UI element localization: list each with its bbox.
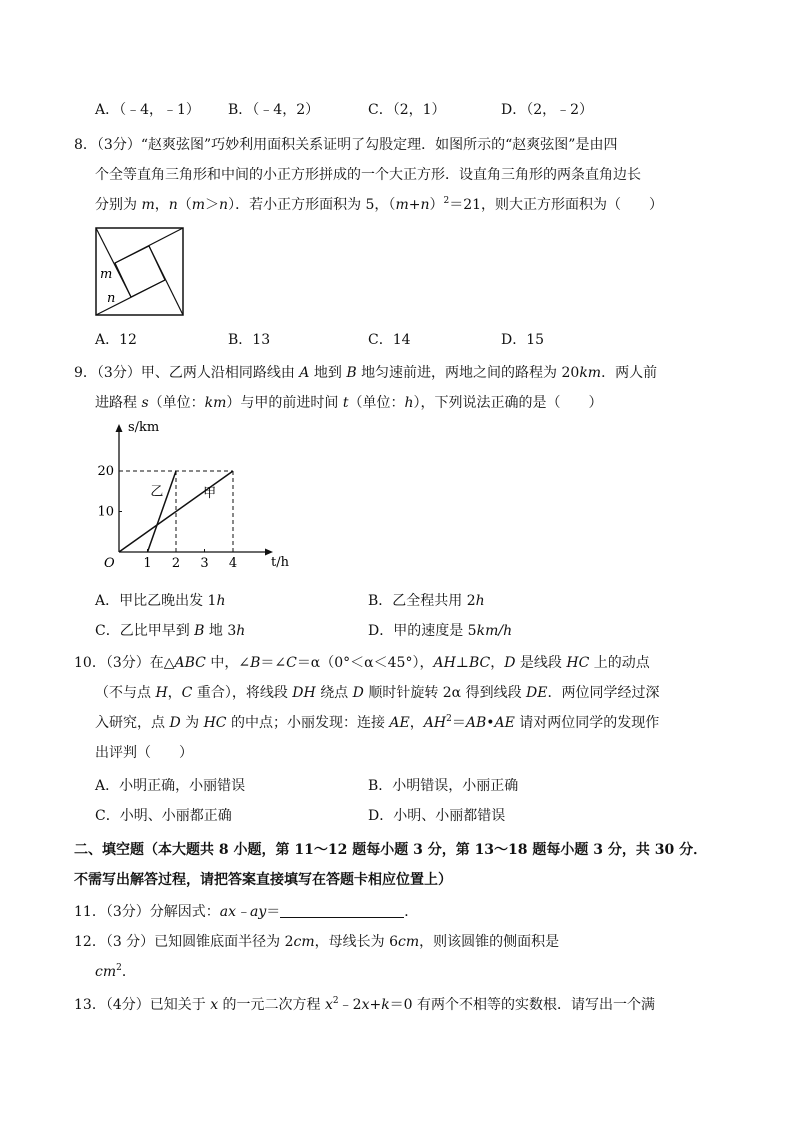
x-axis-label: t/h — [271, 555, 289, 570]
origin-label: O — [104, 556, 115, 571]
distance-time-chart — [95, 418, 295, 576]
x-tick-label-4: 4 — [228, 556, 238, 571]
q11-line: 11．（3分）分解因式：ax﹣ay＝ ． — [74, 904, 419, 920]
series-line-jia — [119, 471, 233, 552]
q13-line-1: 13．（4分）已知关于 x 的一元二次方程 $x^2﹣2x+k=0$ 有两个不相等的实数根．请写出一个满 — [74, 996, 656, 1013]
y-axis-arrow — [116, 424, 123, 432]
q10-line-2: （不与点 H，C 重合），将线段 DH 绕点 D 顺时针旋转 2α 得到线段 DE．两位同学经过深 — [95, 685, 660, 701]
x-tick-label-3: 3 — [200, 556, 209, 571]
q12-line-1: 12．（3 分）已知圆锥底面半径为 2cm，母线长为 6cm，则该圆锥的侧面积是 — [74, 934, 560, 950]
y-tick-label-20: 20 — [97, 464, 114, 479]
q8-option-a: A．12 — [95, 332, 137, 348]
q8-option-c: C．14 — [368, 332, 411, 348]
series-label-jia: 甲 — [203, 485, 217, 501]
q7-option-b: B．（﹣4，2） — [228, 102, 320, 118]
q8-line-3: 分别为 m，n（m＞n）．若小正方形面积为 5，$(m+n)^2=21$，则大正方形面积为（ ） — [95, 196, 664, 213]
q8-option-d: D．15 — [501, 332, 545, 348]
q10-line-4: 出评判（ ） — [95, 745, 193, 761]
x-tick-label-1: 1 — [143, 556, 152, 571]
figure-label-m: m — [100, 267, 113, 282]
q7-option-d: D．（2，﹣2） — [501, 102, 594, 118]
series-line-yi — [148, 471, 177, 552]
y-tick-label-10: 10 — [97, 504, 114, 520]
q12-line-2: $cm^2$． — [95, 963, 136, 980]
triangle-edge-4 — [149, 246, 183, 315]
section-2-heading: 二、填空题（本大题共 8 小题，第 11～12 题每小题 3 分，第 13～18 题每小题 3 分，共 30 分． — [74, 842, 708, 858]
triangle-edge-3 — [115, 228, 183, 263]
triangle-edge-2 — [96, 228, 131, 297]
q9-option-d: D．甲的速度是 5km/h — [368, 623, 513, 639]
q10-option-c: C．小明、小丽都正确 — [95, 808, 232, 824]
q10-line-1: 10．（3分）在△ABC 中，∠B＝∠C＝α（0°＜α＜45°），AH⊥BC，D 是线段 HC 上的动点 — [74, 655, 650, 671]
x-tick-label-2: 2 — [171, 556, 181, 571]
section-2-instructions: 不需写出解答过程，请把答案直接填写在答题卡相应位置上） — [74, 872, 452, 888]
zhao-shuang-figure — [95, 227, 185, 317]
q11-answer-blank[interactable] — [280, 903, 404, 918]
inner-square — [115, 246, 165, 297]
q7-option-a: A．（﹣4，﹣1） — [95, 102, 200, 118]
q10-option-a: A．小明正确，小丽错误 — [95, 778, 246, 794]
q9-option-b: B．乙全程共用 2h — [368, 593, 485, 609]
q9-line-2: 进路程 s（单位：km）与甲的前进时间 t（单位：h），下列说法正确的是（ ） — [95, 395, 603, 411]
q8-line-2: 个全等直角三角形和中间的小正方形拼成的一个大正方形．设直角三角形的两条直角边长 — [95, 167, 641, 183]
y-axis-label: s/km — [128, 420, 160, 435]
q10-option-b: B．小明错误，小丽正确 — [368, 778, 519, 794]
q8-option-b: B．13 — [228, 332, 271, 348]
q10-option-d: D．小明、小丽都错误 — [368, 808, 506, 824]
q7-option-c: C．（2，1） — [368, 102, 446, 118]
q9-option-a: A．甲比乙晚出发 1h — [95, 593, 226, 609]
q9-option-c: C．乙比甲早到 B 地 3h — [95, 623, 246, 639]
figure-label-n: n — [107, 291, 116, 306]
q8-line-1: 8．（3分）“赵爽弦图”巧妙利用面积关系证明了勾股定理．如图所示的“赵爽弦图”是由四 — [74, 137, 618, 153]
series-label-yi: 乙 — [150, 484, 164, 500]
q9-line-1: 9．（3分）甲、乙两人沿相同路线由 A 地到 B 地匀速前进，两地之间的路程为 20km．两人前 — [74, 365, 658, 381]
q10-line-3: 入研究，点 D 为 HC 的中点；小丽发现：连接 AE，$AH^2=AB•AE$ 请对两位同学的发现作 — [95, 714, 660, 731]
